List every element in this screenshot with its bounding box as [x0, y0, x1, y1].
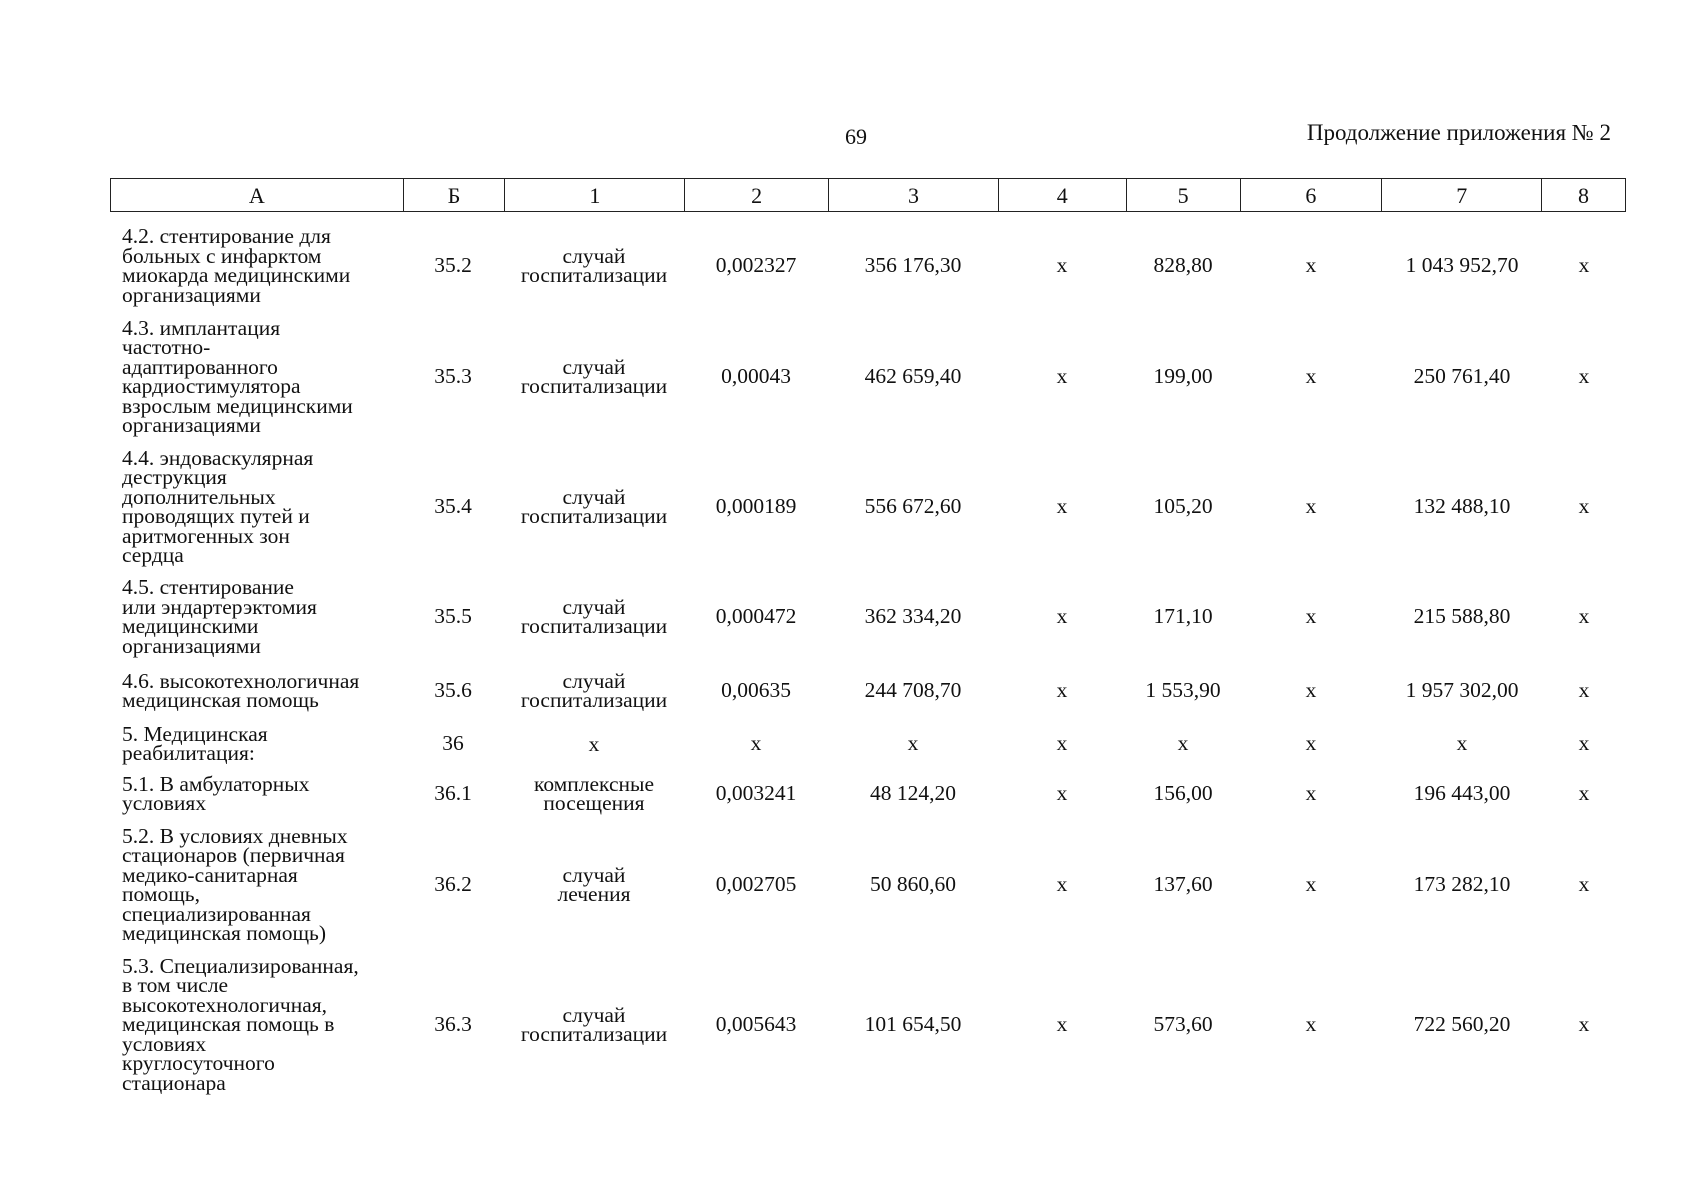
value-cell: 0,003241	[715, 781, 797, 806]
appendix-label: Продолжение приложения № 2	[1306, 120, 1611, 145]
value-cell: х	[1056, 1012, 1068, 1037]
unit-cell: случай госпитализации	[520, 669, 668, 712]
value-cell: 173 282,10	[1413, 872, 1511, 897]
value-cell: 244 708,70	[864, 678, 962, 703]
value-cell: х	[1578, 872, 1590, 897]
value-cell: х	[1578, 678, 1590, 703]
value-cell: 1 957 302,00	[1405, 678, 1519, 703]
value-cell: 828,80	[1153, 253, 1213, 278]
row-label: 4.6. высокотехнологичная медицинская помощь	[122, 668, 360, 712]
value-cell: 462 659,40	[864, 364, 962, 389]
value-cell: х	[1305, 731, 1317, 756]
row-label: 4.2. стентирование для больных с инфарктом миокарда медицинскими организациями	[122, 224, 351, 307]
value-cell: х	[1578, 364, 1590, 389]
value-cell: 0,00043	[721, 364, 791, 389]
value-cell: 722 560,20	[1413, 1012, 1511, 1037]
value-cell: х	[750, 731, 762, 756]
value-cell: 101 654,50	[864, 1012, 962, 1037]
unit-cell: х	[588, 731, 600, 756]
row-code: 36	[442, 731, 464, 756]
header-cell-2: 2	[684, 179, 828, 211]
value-cell: 1 043 952,70	[1405, 253, 1519, 278]
value-cell: 215 588,80	[1413, 604, 1511, 629]
row-code: 35.6	[434, 678, 472, 703]
header-cell-1: 1	[504, 179, 684, 211]
value-cell: х	[1305, 1012, 1317, 1037]
value-cell: х	[1305, 604, 1317, 629]
table-row	[110, 720, 1626, 768]
row-code: 35.3	[434, 364, 472, 389]
value-cell: х	[1305, 364, 1317, 389]
row-code: 36.3	[434, 1012, 472, 1037]
unit-cell: комплексные посещения	[533, 772, 655, 815]
header-cell-3: 3	[828, 179, 998, 211]
row-label: 5. Медицинская реабилитация:	[122, 721, 268, 765]
value-cell: х	[1177, 731, 1189, 756]
value-cell: 48 124,20	[870, 781, 956, 806]
row-code: 36.2	[434, 872, 472, 897]
table-row	[110, 950, 1626, 1100]
table-row	[110, 442, 1626, 572]
value-cell: х	[1456, 731, 1468, 756]
value-cell: 0,002327	[715, 253, 797, 278]
header-cell-b: Б	[403, 179, 505, 211]
header-cell-7: 7	[1381, 179, 1541, 211]
value-cell: х	[1305, 253, 1317, 278]
table-row	[110, 768, 1626, 820]
unit-cell: случай лечения	[557, 863, 631, 906]
value-cell: х	[1056, 678, 1068, 703]
value-cell: х	[1305, 494, 1317, 519]
value-cell: х	[1056, 781, 1068, 806]
value-cell: х	[1056, 872, 1068, 897]
value-cell: х	[1578, 731, 1590, 756]
value-cell: х	[1056, 604, 1068, 629]
unit-cell: случай госпитализации	[520, 1003, 668, 1046]
value-cell: 0,000189	[715, 494, 797, 519]
table-body	[110, 220, 1626, 1100]
value-cell: х	[1578, 1012, 1590, 1037]
row-code: 35.4	[434, 494, 472, 519]
value-cell: 0,005643	[715, 1012, 797, 1037]
value-cell: 362 334,20	[864, 604, 962, 629]
value-cell: 50 860,60	[870, 872, 956, 897]
value-cell: 171,10	[1153, 604, 1213, 629]
row-label: 5.3. Специализированная, в том числе высокотехнологичная, медицинская помощь в условиях круглосуточного стационара	[122, 953, 359, 1095]
unit-cell: случай госпитализации	[520, 244, 668, 287]
unit-cell: случай госпитализации	[520, 485, 668, 528]
table-row	[110, 662, 1626, 720]
value-cell: х	[1056, 731, 1068, 756]
row-label: 4.3. имплантация частотно- адаптированного кардиостимулятора взрослым медицинскими организациями	[122, 315, 353, 437]
value-cell: х	[1305, 781, 1317, 806]
header-cell-4: 4	[998, 179, 1126, 211]
value-cell: х	[1056, 364, 1068, 389]
value-cell: 0,000472	[715, 604, 797, 629]
value-cell: х	[1578, 604, 1590, 629]
value-cell: х	[1056, 494, 1068, 519]
page-number: 69	[845, 124, 867, 149]
row-label: 5.2. В условиях дневных стационаров (первичная медико-санитарная помощь, специализированная медицинская помощь)	[122, 823, 348, 945]
value-cell: х	[1305, 678, 1317, 703]
value-cell: 156,00	[1153, 781, 1213, 806]
value-cell: 132 488,10	[1413, 494, 1511, 519]
header-cell-a: А	[248, 183, 265, 208]
row-label: 4.4. эндоваскулярная деструкция дополнительных проводящих путей и аритмогенных зон сердца	[122, 445, 314, 567]
row-code: 35.2	[434, 253, 472, 278]
value-cell: 250 761,40	[1413, 364, 1511, 389]
unit-cell: случай госпитализации	[520, 595, 668, 638]
table-row	[110, 820, 1626, 950]
value-cell: 1 553,90	[1145, 678, 1221, 703]
value-cell: х	[907, 731, 919, 756]
value-cell: 573,60	[1153, 1012, 1213, 1037]
value-cell: 137,60	[1153, 872, 1213, 897]
value-cell: 556 672,60	[864, 494, 962, 519]
table-row	[110, 312, 1626, 442]
value-cell: 356 176,30	[864, 253, 962, 278]
value-cell: 0,002705	[715, 872, 797, 897]
row-label: 5.1. В амбулаторных условиях	[122, 771, 310, 815]
value-cell: х	[1056, 253, 1068, 278]
value-cell: х	[1305, 872, 1317, 897]
table-row	[110, 572, 1626, 662]
value-cell: х	[1578, 494, 1590, 519]
table-row	[110, 220, 1626, 312]
row-code: 36.1	[434, 781, 472, 806]
row-code: 35.5	[434, 604, 472, 629]
value-cell: х	[1578, 781, 1590, 806]
unit-cell: случай госпитализации	[520, 355, 668, 398]
row-label: 4.5. стентирование или эндартерэктомия медицинскими организациями	[122, 575, 317, 658]
value-cell: 0,00635	[721, 678, 791, 703]
header-cell-5: 5	[1126, 179, 1240, 211]
header-cell-6: 6	[1240, 179, 1382, 211]
value-cell: 196 443,00	[1413, 781, 1511, 806]
value-cell: х	[1578, 253, 1590, 278]
value-cell: 199,00	[1153, 364, 1213, 389]
header-cell-8: 8	[1541, 179, 1625, 211]
value-cell: 105,20	[1153, 494, 1213, 519]
table-header	[110, 178, 1626, 212]
